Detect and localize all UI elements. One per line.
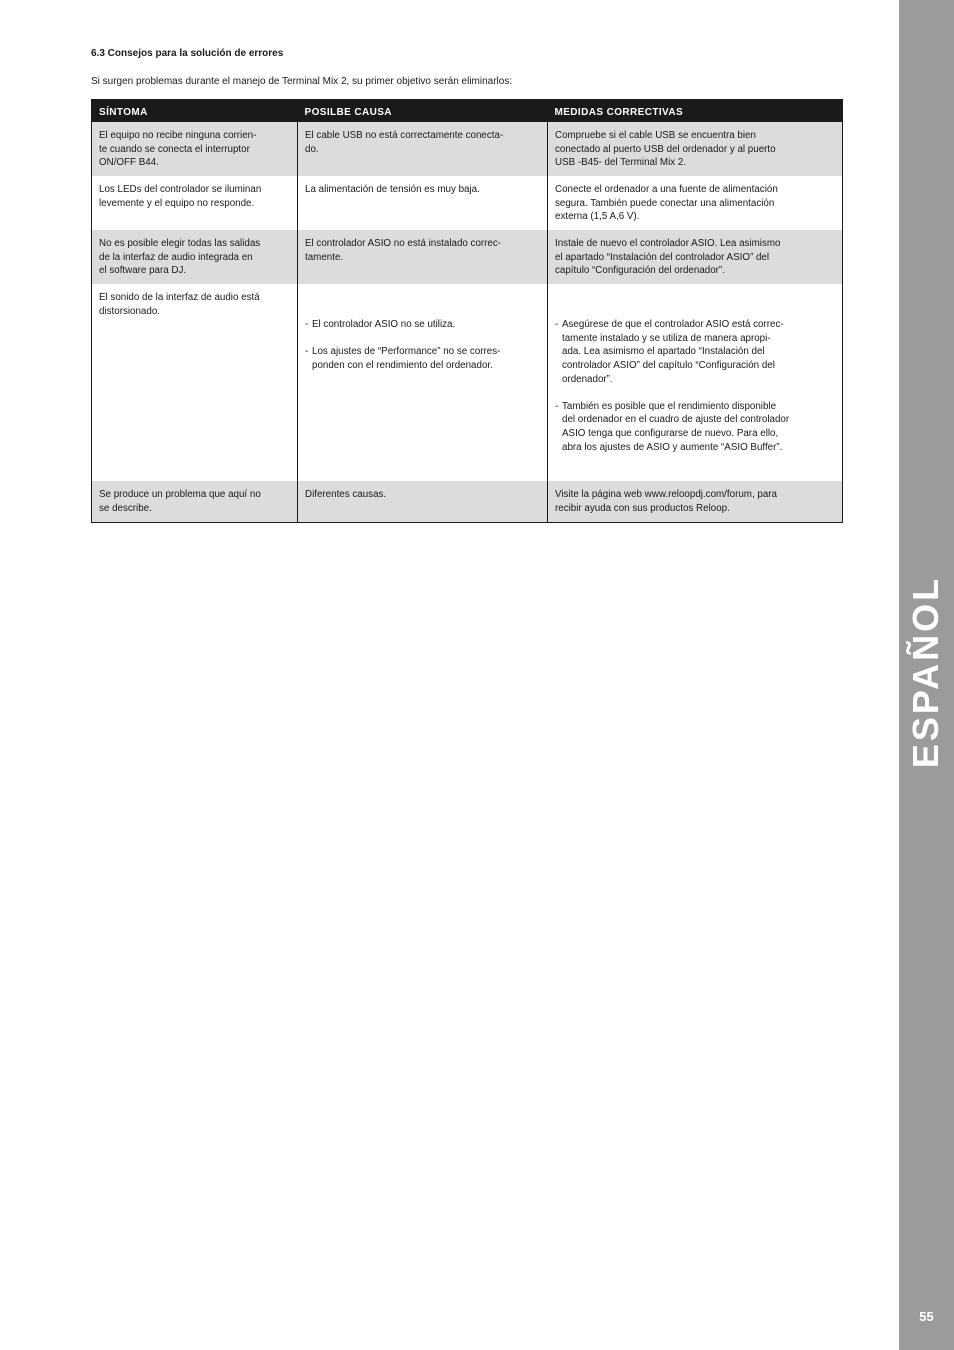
cause-cell: La alimentación de tensión es muy baja. — [298, 176, 548, 230]
symptom-cell: No es posible elegir todas las salidas de la interfaz de audio integrada en el software para DJ. — [92, 230, 298, 284]
table-row — [92, 122, 843, 176]
remedy-cell: Instale de nuevo el controlador ASIO. Lea asimismo el apartado “Instalación del controlador ASIO” del capítulo “Configuración del ordenador”. — [548, 230, 843, 284]
list-item: - Asegúrese de que el controlador ASIO está correc- tamente instalado y se utiliza de manera apropi- ada. Lea asimismo el apartado “Instalación del controlador ASIO” del capítulo “Configuración del ordenador”. — [555, 318, 836, 386]
section-title: 6.3 Consejos para la solución de errores — [91, 48, 284, 59]
table-header-row — [92, 100, 843, 123]
table-row — [92, 481, 843, 523]
cause-cell: El controlador ASIO no está instalado correc- tamente. — [298, 230, 548, 284]
remedy-cell: Visite la página web www.reloopdj.com/forum, para recibir ayuda con sus productos Reloop. — [548, 481, 843, 523]
remedy-cell: Conecte el ordenador a una fuente de alimentación segura. También puede conectar una alimentación externa (1,5 A,6 V). — [548, 176, 843, 230]
table-row — [92, 284, 843, 481]
language-label: ESPAÑOL — [905, 575, 946, 769]
remedy-list — [555, 305, 836, 468]
remedy-cell — [548, 284, 843, 481]
cause-list — [305, 305, 541, 387]
header-remedy: MEDIDAS CORRECTIVAS — [548, 100, 843, 123]
symptom-cell: Se produce un problema que aquí no se describe. — [92, 481, 298, 523]
remedy-cell: Compruebe si el cable USB se encuentra bien conectado al puerto USB del ordenador y al puerto USB -B45- del Terminal Mix 2. — [548, 122, 843, 176]
list-item: - El controlador ASIO no se utiliza. — [305, 318, 541, 332]
page-number: 55 — [919, 1309, 934, 1324]
table-row — [92, 176, 843, 230]
list-item: - También es posible que el rendimiento disponible del ordenador en el cuadro de ajuste del controlador ASIO tenga que configurarse de nuevo. Para ello, abra los ajustes de ASIO y aumente “ASIO Buffer”. — [555, 400, 836, 454]
table-row — [92, 230, 843, 284]
cause-cell: El cable USB no está correctamente conecta- do. — [298, 122, 548, 176]
list-item: - Los ajustes de “Performance” no se corres- ponden con el rendimiento del ordenador. — [305, 345, 541, 372]
header-cause: POSILBE CAUSA — [298, 100, 548, 123]
header-symptom: SÍNTOMA — [92, 100, 298, 123]
troubleshooting-table — [91, 99, 842, 523]
symptom-cell: Los LEDs del controlador se iluminan levemente y el equipo no responde. — [99, 184, 262, 209]
intro-text: Si surgen problemas durante el manejo de Terminal Mix 2, su primer objetivo serán eliminarlos: — [91, 76, 513, 87]
cause-cell: Diferentes causas. — [298, 481, 548, 523]
cause-cell — [298, 284, 548, 481]
symptom-cell: El sonido de la interfaz de audio está distorsionado. — [99, 292, 260, 317]
symptom-cell: El equipo no recibe ninguna corrien- te cuando se conecta el interruptor ON/OFF B44. — [92, 122, 298, 176]
